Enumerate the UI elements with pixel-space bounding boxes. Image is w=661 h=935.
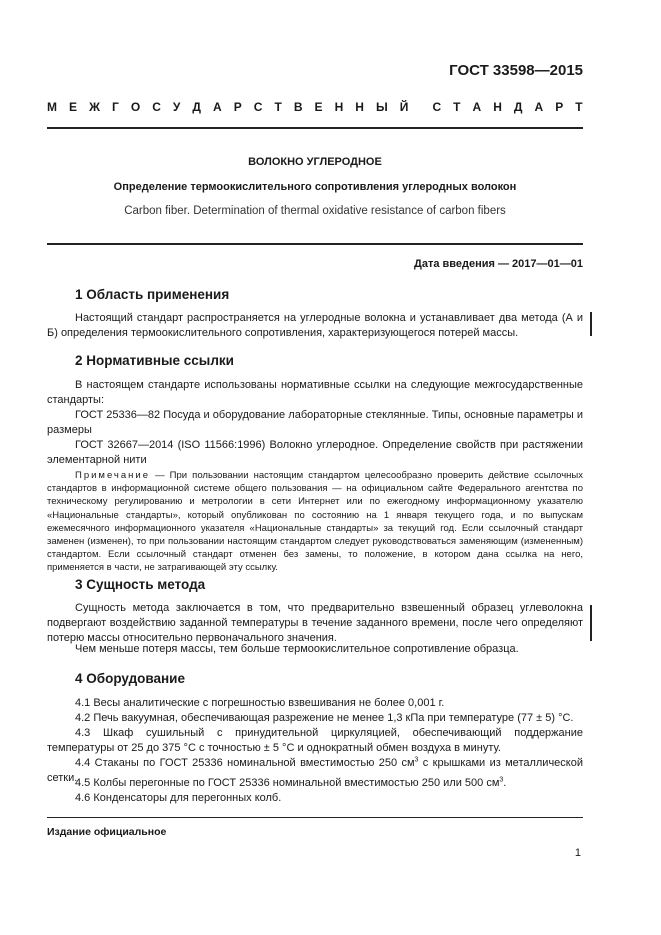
standard-number: ГОСТ 33598—2015 [449,62,583,79]
banner-letter: А [534,100,544,114]
section-2-paragraph: В настоящем стандарте использованы нормативные ссылки на следующие межгосударственные стандарты: [47,379,583,406]
note-label: Примечание [75,470,150,481]
banner-letter: Р [233,100,242,114]
banner-letter: У [172,100,181,114]
banner-letter: Т [274,100,282,114]
english-title: Carbon fiber. Determination of thermal oxidative resistance of carbon fibers [124,205,506,217]
top-divider [47,127,583,129]
equipment-item-4-5: 4.5 Колбы перегонные по ГОСТ 25336 номинальной вместимостью 250 или 500 $см^3$. [75,776,507,789]
banner-letter: О [130,100,141,114]
banner-letter: Ы [375,100,388,114]
banner-letter: Й [399,100,409,114]
banner-letter: Г [111,100,119,114]
banner-letter: Д [513,100,523,114]
banner-letter: М [47,100,57,114]
section-2-note: Примечание — При пользовании настоящим стандартом целесообразно проверить действие ссылочных стандартов в информационной системе общего пользования — на официальном сайте Федерального агентства по техническому регулированию и метрологии в сети Интернет или по ежегодному информационному указателю «Национальные стандарты», который опубликован по состоянию на 1 января текущего года, и по выпускам ежемесячного информационного указателя «Национальные стандарты» за текущий год. Если ссылочный стандарт заменен (изменен), то при пользовании настоящим стандартом следует руководствоваться заменяющим (измененным) стандартом. Если ссылочный стандарт отменен без замены, то положение, в котором дана ссылка на него, применяется в части, не затрагивающей эту ссылку. [47,470,583,574]
title-divider [47,243,583,245]
section-2-heading: 2 Нормативные ссылки [75,353,234,368]
banner-letter: С [432,100,442,114]
official-edition-label: Издание официальное [47,826,167,838]
equipment-item-4-1: 4.1 Весы аналитические с погрешностью взвешивания не более 0,001 г. [75,697,445,709]
banner-letter: Ж [89,100,100,114]
banner-letter: Н [355,100,364,114]
footer-divider [47,817,583,818]
banner-letter: С [152,100,161,114]
change-bar [590,312,592,336]
banner-letter: Р [555,100,564,114]
introduction-date: Дата введения — 2017—01—01 [414,258,583,270]
banner-letter: Е [314,100,323,114]
section-4-heading: 4 Оборудование [75,671,185,686]
section-3-heading: 3 Сущность метода [75,577,206,592]
banner-letter: Е [69,100,78,114]
equipment-item-4-3: 4.3 Шкаф сушильный с принудительной циркуляцией, обеспечивающий поддержание температуры от 25 до 375 °С с точностью ± 5 °С и однократный обмен воздуха в минуту. [47,727,583,754]
banner-letter: А [472,100,482,114]
section-1-paragraph: Настоящий стандарт распространяется на углеродные волокна и устанавливает два метода (А и Б) определения термоокислительного сопротивления, характеризующегося потерей массы. [47,312,583,339]
document-title: ВОЛОКНО УГЛЕРОДНОЕ [248,156,382,168]
banner-letter: Т [453,100,461,114]
section-3-paragraph-2: Чем меньше потеря массы, тем больше термоокислительное сопротивление образца. [75,643,519,655]
banner-letter: Т [575,100,583,114]
section-1-heading: 1 Область применения [75,287,230,302]
equipment-item-4-2: 4.2 Печь вакуумная, обеспечивающая разрежение не менее 1,3 кПа при температуре (77 ± 5) °С. [75,712,574,724]
banner-letter: Н [493,100,502,114]
reference-gost-25336: ГОСТ 25336—82 Посуда и оборудование лабораторные стеклянные. Типы, основные параметры и размеры [47,409,583,436]
equipment-item-4-6: 4.6 Конденсаторы для перегонных колб. [75,792,282,804]
banner-letter: В [293,100,303,114]
interstate-standard-banner [47,100,583,114]
banner-letter: С [253,100,263,114]
equipment-item-4-4: 4.4 Стаканы по ГОСТ 25336 номинальной вместимостью 250 $см^3$ с крышками из металлической сетки. [47,756,583,784]
change-bar [590,605,592,641]
reference-gost-32667: ГОСТ 32667—2014 (ISO 11566:1996) Волокно углеродное. Определение свойств при растяжении элементарной нити [47,439,583,466]
page-number: 1 [574,847,581,859]
document-subtitle: Определение термоокислительного сопротивления углеродных волокон [113,181,517,193]
section-3-paragraph-1: Сущность метода заключается в том, что предварительно взвешенный образец углеволокна подвергают воздействию заданной температуры в течение заданного времени, после чего определяют потерю массы относительно первоначального значения. [47,602,583,644]
banner-letter: Н [334,100,344,114]
banner-letter: А [212,100,222,114]
banner-letter: Д [192,100,201,114]
